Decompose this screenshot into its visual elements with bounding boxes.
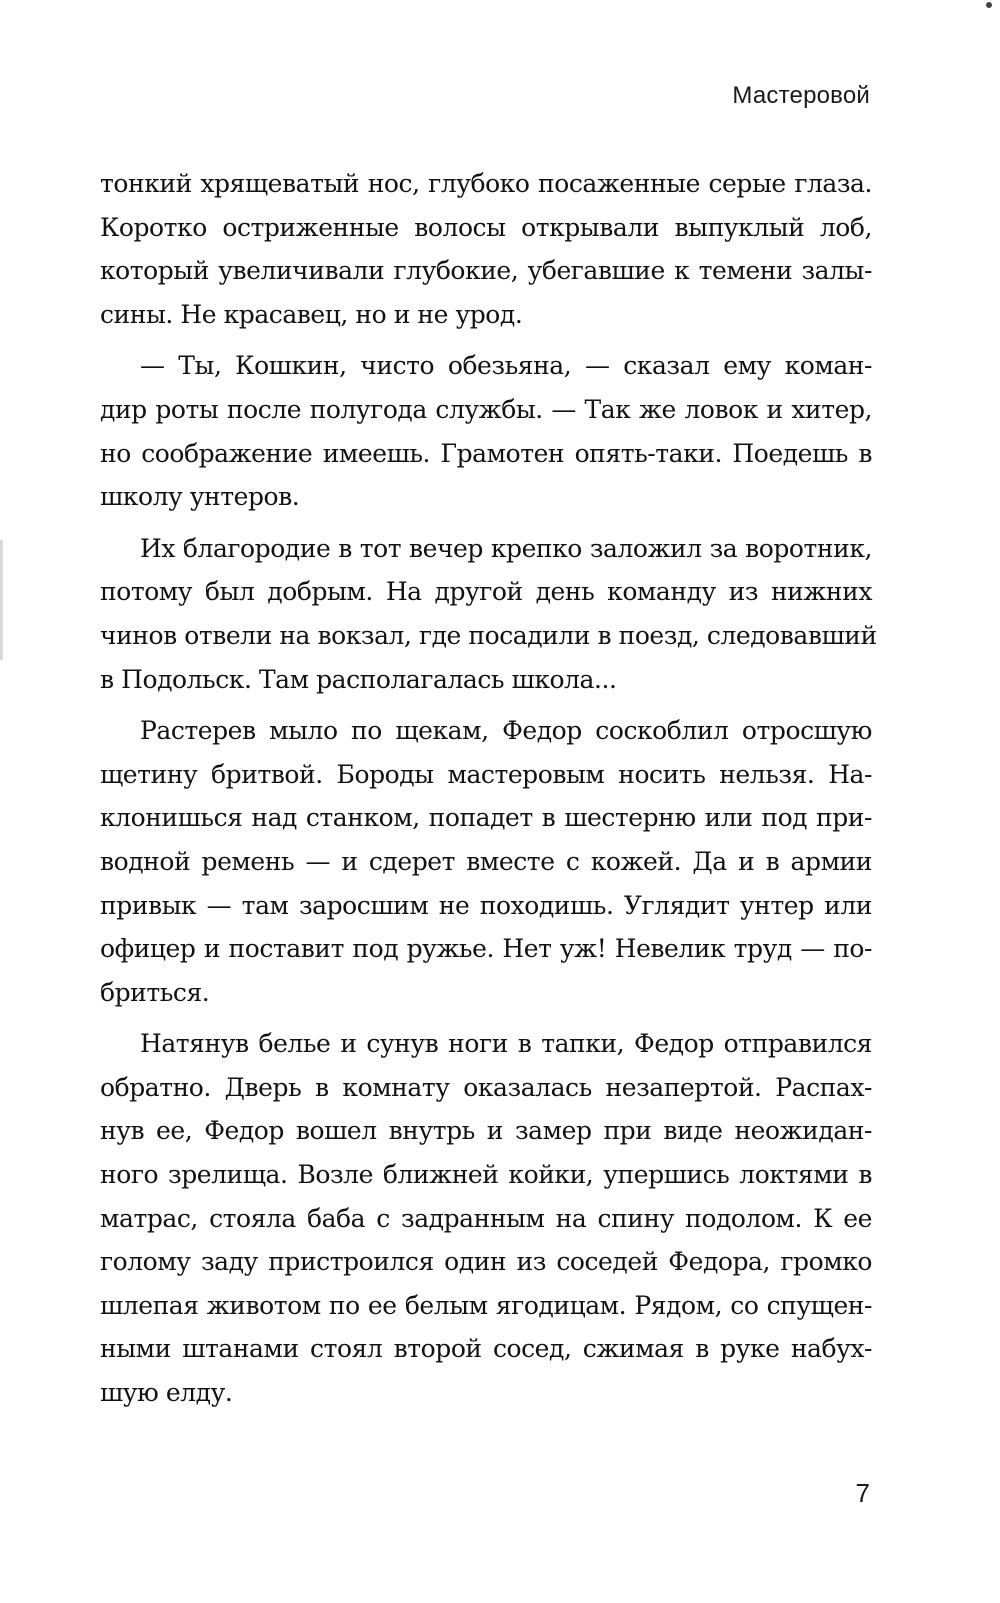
text-line: шую елду. — [100, 1378, 233, 1408]
text-line: ного зрелища. Возле ближней койки, упершись локтями в — [100, 1160, 872, 1190]
text-line: шлепая животом по ее белым ягодицам. Рядом, со спущен- — [100, 1290, 872, 1320]
text-line: потому был добрым. На другой день команду из нижних — [100, 577, 872, 607]
paragraph-5 — [100, 1022, 872, 1414]
text-line: Их благородие в тот вечер крепко заложил за воротник, — [140, 533, 872, 563]
text-line: Коротко остриженные волосы открывали выпуклый лоб, — [100, 212, 872, 242]
text-line: клонишься над станком, попадет в шестерню или под при- — [100, 803, 872, 833]
text-line: — Ты, Кошкин, чисто обезьяна, — сказал ему коман- — [140, 351, 872, 381]
text-line: бриться. — [100, 977, 210, 1007]
paragraph-2 — [100, 344, 872, 518]
text-line: в Подольск. Там располагалась школа... — [100, 664, 617, 694]
text-line: школу унтеров. — [100, 482, 300, 512]
text-line: ными штанами стоял второй сосед, сжимая в руке набух- — [100, 1334, 872, 1364]
running-header-title: Мастеровой — [732, 82, 870, 109]
text-line: привык — там заросшим не походишь. Углядит унтер или — [100, 890, 872, 920]
text-line: нув ее, Федор вошел внутрь и замер при виде неожидан- — [100, 1116, 872, 1146]
text-line: матрас, стояла баба с задранным на спину подолом. К ее — [100, 1203, 872, 1233]
text-line: дир роты после полугода службы. — Так же ловок и хитер, — [100, 394, 872, 424]
text-line: но соображение имеешь. Грамотен опять-таки. Поедешь в — [100, 438, 872, 468]
text-line: Растерев мыло по щекам, Федор соскоблил отросшую — [140, 716, 872, 746]
text-line: сины. Не красавец, но и не урод. — [100, 299, 523, 329]
text-line: Натянув белье и сунув ноги в тапки, Федор отправился — [140, 1029, 872, 1059]
text-line: тонкий хрящеватый нос, глубоко посаженные серые глаза. — [100, 169, 872, 198]
text-line: обратно. Дверь в комнату оказалась незапертой. Распах- — [100, 1072, 872, 1102]
paragraph-4 — [100, 709, 872, 1014]
text-line: водной ремень — и сдерет вместе с кожей. Да и в армии — [100, 846, 872, 876]
paragraph-1 — [100, 162, 872, 336]
paragraph-3 — [100, 527, 877, 701]
text-line: который увеличивали глубокие, убегавшие к темени залы- — [100, 256, 872, 286]
text-line: офицер и поставит под ружье. Нет уж! Невелик труд — по- — [100, 934, 872, 964]
text-line: щетину бритвой. Бороды мастеровым носить нельзя. На- — [100, 759, 872, 789]
scan-speck — [986, 2, 992, 8]
body-text — [100, 162, 877, 1423]
scan-edge-shadow — [0, 540, 3, 660]
text-line: голому заду пристроился один из соседей Федора, громко — [100, 1247, 872, 1277]
text-line: чинов отвели на вокзал, где посадили в поезд, следовавший — [100, 620, 877, 650]
page-number: 7 — [855, 1478, 870, 1508]
